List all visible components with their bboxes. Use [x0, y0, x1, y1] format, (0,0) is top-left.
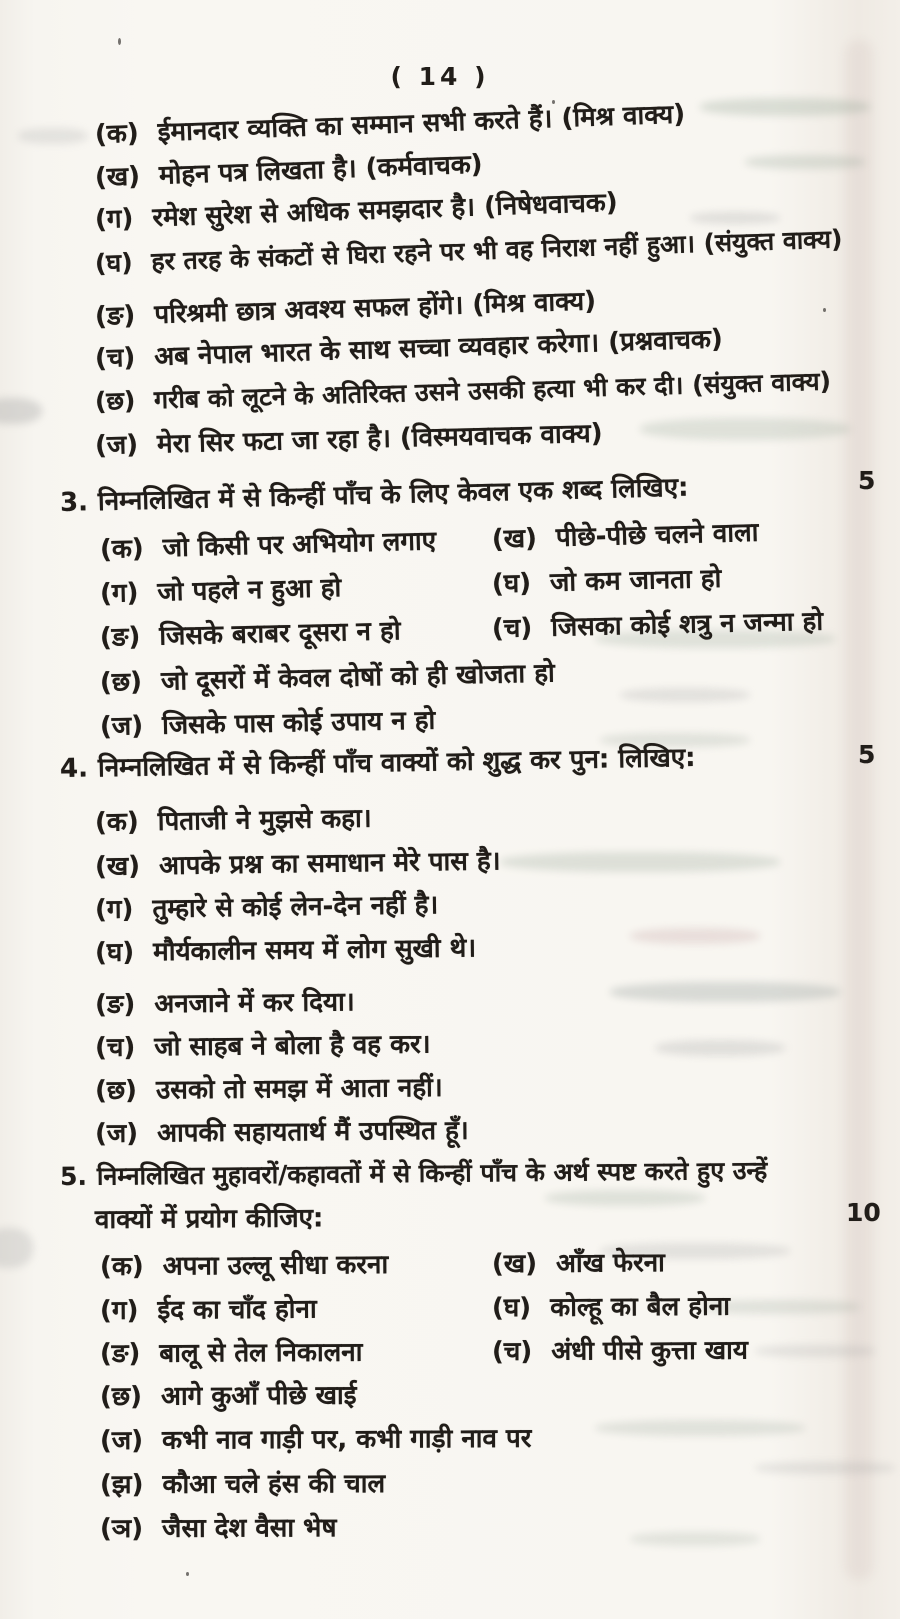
list-item — [492, 1292, 730, 1324]
item-label: (क) — [99, 533, 145, 565]
heading-post: वाक्यों को शुद्ध कर पुन: लिखिए: — [371, 742, 696, 779]
question-3-heading — [60, 471, 689, 520]
bleed-through-artifact — [640, 418, 850, 440]
item-text: अपना उल्लू सीधा करना — [162, 1249, 389, 1282]
bleed-through-artifact — [690, 212, 780, 224]
heading-pre: निम्नलिखित में से किन्हीं — [97, 481, 335, 518]
item-note: (कर्मवाचक) — [365, 149, 484, 184]
bleed-through-artifact — [755, 1462, 895, 1474]
list-item — [95, 985, 355, 1022]
item-label: (ख) — [94, 851, 141, 882]
marks-value: 5 — [858, 740, 876, 769]
item-text: कभी नाव गाड़ी पर, कभी गाड़ी नाव पर — [162, 1423, 532, 1456]
item-text: ईमानदार व्यक्ति का सम्मान सभी करते हैं। — [157, 104, 553, 148]
item-label: (छ) — [94, 385, 136, 416]
bleed-through-artifact — [545, 1190, 705, 1206]
list-item — [100, 1247, 492, 1284]
list-item — [100, 1291, 492, 1328]
item-label: (क) — [94, 807, 139, 838]
list-item — [94, 97, 685, 152]
list-item — [100, 1422, 532, 1458]
list-item — [94, 284, 596, 334]
heading-pre: निम्नलिखित मुहावरों/कहावतों में से किन्हीं — [96, 1158, 481, 1191]
item-label: (ङ) — [99, 622, 141, 653]
item-text: जिसका कोई शत्रु न जन्मा हो — [550, 606, 824, 643]
item-label: (ङ) — [94, 300, 136, 332]
page-number: ( 14 ) — [390, 62, 490, 91]
list-item — [100, 1511, 337, 1546]
item-label: (घ) — [491, 568, 532, 600]
item-text: पीछे-पीछे चलने वाला — [555, 517, 759, 554]
heading-bold: पाँच — [333, 480, 373, 512]
item-label: (घ) — [94, 247, 134, 278]
item-text: रमेश सुरेश से अधिक समझदार है। — [151, 192, 476, 234]
bleed-through-artifact — [610, 982, 840, 1002]
item-text: आगे कुआँ पीछे खाई — [160, 1380, 357, 1412]
item-text: तुम्हारे से कोई लेन-देन नहीं है। — [152, 890, 439, 925]
item-label: (ख) — [491, 1248, 538, 1280]
item-label: (ख) — [491, 523, 538, 555]
list-item — [95, 1071, 443, 1108]
item-label: (ग) — [94, 894, 134, 925]
item-label: (ग) — [94, 203, 134, 235]
list-item — [95, 1027, 431, 1065]
item-label: (झ) — [99, 1469, 144, 1500]
item-label: (ज) — [94, 1118, 139, 1149]
list-item — [100, 567, 493, 611]
item-label: (छ) — [99, 667, 143, 698]
list-row — [100, 516, 759, 567]
marks-value: 10 — [846, 1198, 881, 1227]
item-text: कौआ चले हंस की चाल — [162, 1469, 386, 1500]
item-label: (ज) — [99, 1425, 144, 1456]
item-label: (घ) — [491, 1292, 532, 1324]
question-5-heading-line2: वाक्यों में प्रयोग कीजिए: — [94, 1203, 324, 1235]
list-row — [100, 1334, 748, 1371]
item-label: (छ) — [99, 1381, 143, 1412]
item-text: जैसा देश वैसा भेष — [162, 1513, 337, 1544]
list-item — [492, 1248, 665, 1279]
bleed-through-artifact — [655, 1040, 785, 1056]
list-item — [492, 564, 722, 600]
bleed-through-artifact — [630, 928, 760, 944]
list-item — [95, 844, 501, 884]
question-5-heading — [60, 1154, 768, 1194]
list-row — [100, 1290, 730, 1328]
item-label: (ङ) — [99, 1338, 141, 1369]
item-text: अनजाने में कर दिया। — [154, 987, 355, 1020]
list-item — [100, 1467, 385, 1502]
bleed-through-artifact — [500, 852, 780, 872]
list-item — [100, 1379, 357, 1414]
item-text: आपकी सहायतार्थ मैं उपस्थित हूँ। — [156, 1115, 469, 1149]
item-label: (च) — [491, 613, 533, 645]
item-label: (ञ) — [99, 1513, 144, 1544]
bleed-through-artifact — [745, 155, 865, 169]
item-text: गरीब को लूटने के अतिरिक्त उसने उसकी हत्या भी कर दी। — [153, 370, 684, 415]
item-label: (क) — [99, 1251, 144, 1282]
item-text: अंधी पीसे कुत्ता खाय — [551, 1335, 748, 1367]
list-item — [100, 612, 493, 655]
bleed-through-artifact — [0, 1228, 33, 1268]
list-item — [94, 186, 618, 237]
item-text: जो कम जानता हो — [549, 563, 722, 598]
item-text: जो दूसरों में केवल दोषों को ही खोजता हो — [160, 658, 556, 697]
list-item — [95, 364, 832, 419]
bleed-through-artifact — [18, 128, 88, 144]
heading-text — [98, 743, 696, 783]
list-item — [95, 888, 439, 927]
list-item — [95, 802, 372, 840]
item-note: (प्रश्नवाचक) — [607, 324, 724, 358]
question-number: 5. — [59, 1161, 88, 1191]
item-text: जिसके पास कोई उपाय न हो — [161, 705, 436, 741]
list-item — [491, 518, 758, 555]
item-text: मोहन पत्र लिखता है। — [158, 153, 358, 191]
item-note: (मिश्र वाक्य) — [560, 99, 686, 134]
item-text: परिश्रमी छात्र अवश्य सफल होंगे। — [153, 290, 464, 331]
ink-speck — [186, 1572, 189, 1576]
ink-speck — [823, 308, 826, 312]
ink-speck — [118, 38, 121, 45]
bleed-through-artifact — [700, 98, 870, 116]
list-row — [100, 562, 722, 611]
item-text: जो किसी पर अभियोग लगाए — [162, 526, 437, 564]
item-note: (संयुक्त वाक्य) — [703, 224, 843, 258]
item-note: (मिश्र वाक्य) — [471, 286, 597, 321]
list-item — [100, 523, 493, 567]
list-item — [95, 931, 477, 970]
item-label: (ज) — [94, 429, 139, 461]
item-label: (ङ) — [94, 989, 136, 1020]
item-label: (घ) — [94, 937, 135, 968]
heading-text — [97, 1156, 768, 1191]
item-label: (ग) — [99, 1295, 139, 1326]
item-text: हर तरह के संकटों से घिरा रहने पर भी वह निराश नहीं हुआ। — [150, 229, 696, 277]
bleed-through-artifact — [620, 688, 750, 702]
item-label: (ग) — [99, 578, 139, 609]
list-item — [100, 656, 555, 700]
list-item — [95, 417, 603, 463]
item-text: मौर्यकालीन समय में लोग सुखी थे। — [153, 933, 477, 968]
heading-post: के अर्थ स्पष्ट करते हुए उन्हें — [516, 1155, 768, 1188]
heading-post: के लिए केवल एक शब्द लिखिए: — [371, 472, 689, 511]
bleed-through-artifact — [630, 1532, 760, 1546]
marks-value: 5 — [858, 466, 876, 495]
item-text: आँख फेरना — [555, 1248, 665, 1279]
item-note: (संयुक्त वाक्य) — [691, 366, 832, 400]
list-item — [492, 607, 824, 645]
item-label: (ख) — [94, 161, 141, 193]
heading-bold: पाँच — [480, 1158, 518, 1188]
item-text: बालू से तेल निकालना — [159, 1337, 363, 1369]
item-text: मेरा सिर फटा जा रहा है। — [156, 423, 392, 460]
item-note: (विस्मयवाचक वाक्य) — [399, 418, 603, 454]
item-text: जो पहले न हुआ हो — [157, 573, 342, 608]
item-note: (निषेधवाचक) — [483, 187, 619, 223]
item-label: (च) — [491, 1336, 533, 1367]
heading-pre: निम्नलिखित में से किन्हीं — [97, 749, 335, 784]
item-label: (च) — [94, 1032, 136, 1063]
list-item — [94, 147, 483, 195]
item-text: अब नेपाल भारत के साथ सच्चा व्यवहार करेगा। — [153, 328, 600, 373]
item-label: (च) — [94, 342, 136, 374]
list-item — [100, 704, 436, 744]
item-label: (छ) — [94, 1075, 138, 1106]
heading-bold: पाँच — [333, 748, 373, 780]
question-number: 3. — [59, 487, 89, 518]
bleed-through-artifact — [595, 1420, 805, 1436]
list-item — [492, 1336, 748, 1367]
item-text: उसको तो समझ में आता नहीं। — [155, 1072, 443, 1106]
item-text: ईद का चाँद होना — [157, 1294, 317, 1326]
question-4-heading — [60, 741, 696, 786]
question-number: 4. — [59, 753, 89, 784]
item-text: कोल्हू का बैल होना — [550, 1291, 731, 1323]
heading-text — [98, 473, 689, 517]
list-item — [100, 1335, 492, 1371]
item-text: आपके प्रश्न का समाधान मेरे पास है। — [158, 846, 501, 882]
item-text: पिताजी ने मुझसे कहा। — [157, 803, 372, 838]
item-label: (ज) — [99, 711, 144, 742]
item-label: (क) — [94, 118, 140, 150]
list-item — [95, 1114, 469, 1151]
list-row — [100, 1246, 665, 1284]
bleed-through-artifact — [755, 1345, 875, 1357]
item-text: जो साहब ने बोला है वह कर। — [154, 1029, 431, 1063]
bleed-through-artifact — [0, 398, 42, 424]
item-text: जिसके बराबर दूसरा न हो — [159, 616, 401, 652]
